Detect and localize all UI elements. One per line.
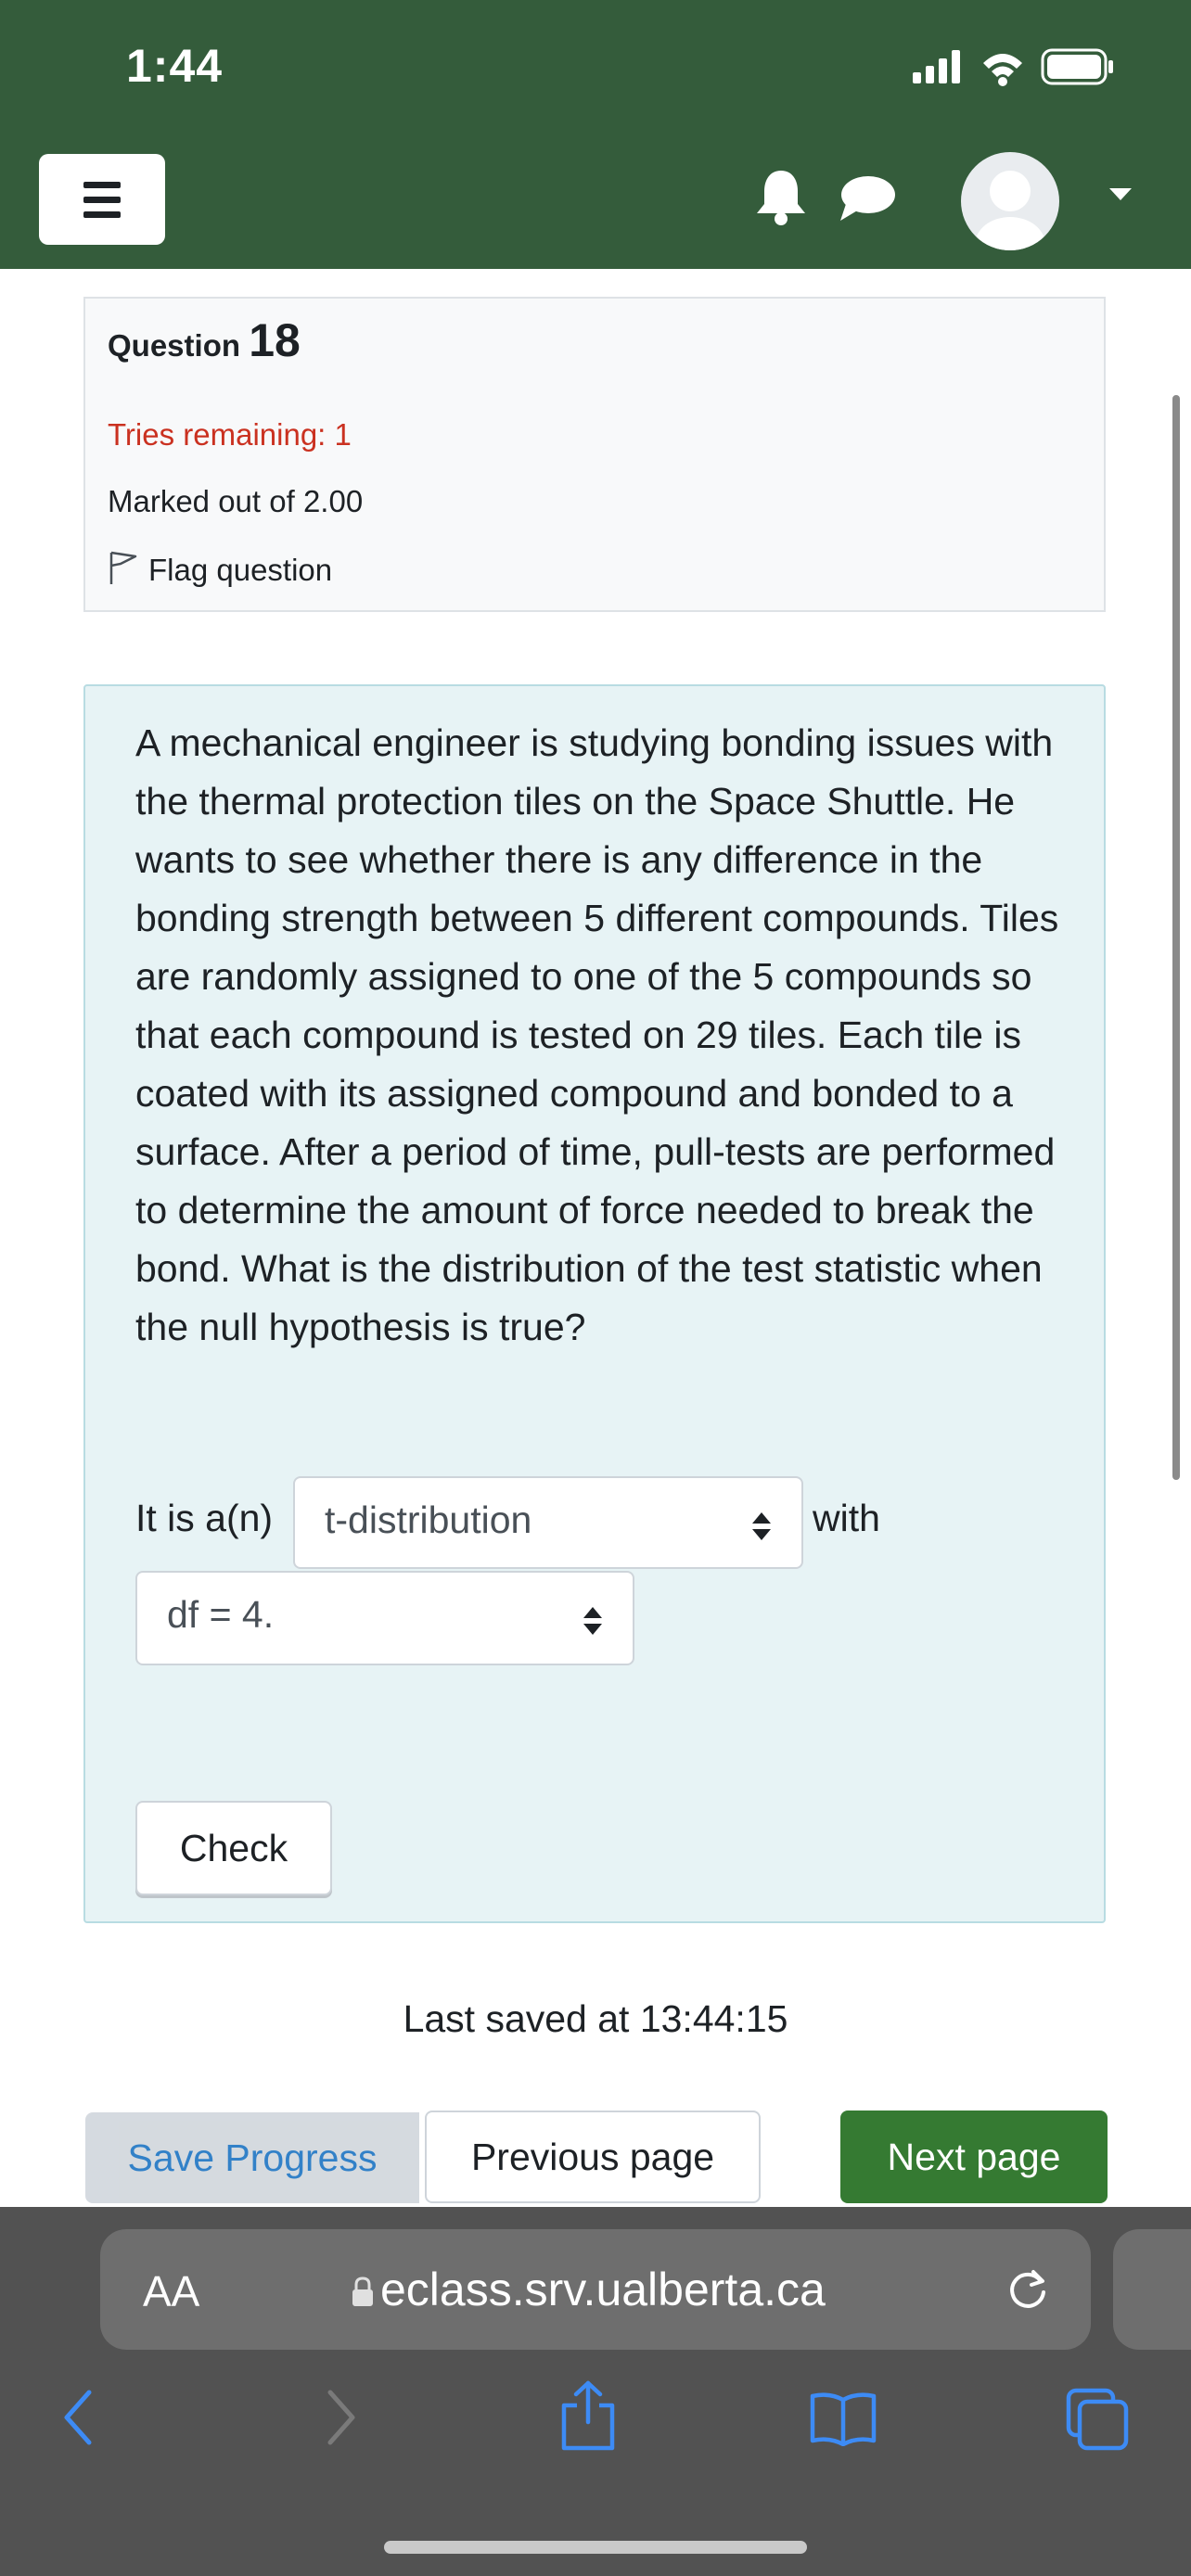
wifi-icon — [983, 54, 1022, 86]
save-progress-button[interactable]: Save Progress — [85, 2112, 419, 2203]
question-text: A mechanical engineer is studying bonding issues with the thermal protection tiles on the Space Shuttle. He wants to see whether there is any difference in the bonding strength between 5 different compounds. Tiles are randomly assigned to one of the 5 compounds so that each compound is tested on 29 tiles. Each tile is coated with its assigned compound and bonded to a surface. After a period of time, pull-tests are performed to determine the amount of force needed to break the bond. What is the distribution of the test statistic when the null hypothesis is true? — [135, 721, 1059, 1348]
caret-down-icon[interactable] — [1109, 188, 1132, 200]
forward-icon[interactable] — [323, 2385, 360, 2455]
hamburger-icon — [83, 182, 121, 188]
question-info — [83, 297, 1106, 612]
flag-question-link[interactable] — [108, 549, 332, 588]
address-bar[interactable] — [100, 2229, 1091, 2350]
user-avatar[interactable] — [961, 152, 1059, 250]
share-icon[interactable] — [558, 2379, 618, 2456]
question-number: Question 18 — [108, 314, 301, 366]
distribution-select[interactable] — [293, 1476, 803, 1569]
status-time: 1:44 — [126, 40, 224, 92]
home-indicator — [384, 2541, 807, 2554]
bell-icon[interactable] — [753, 167, 809, 231]
lock-icon — [351, 2276, 375, 2308]
tabs-icon[interactable] — [1065, 2387, 1130, 2456]
bookmarks-icon[interactable] — [809, 2391, 877, 2451]
df-select-value: df = 4. — [167, 1593, 275, 1636]
status-icons — [913, 45, 1117, 96]
distribution-select-value: t-distribution — [325, 1498, 532, 1541]
check-button[interactable]: Check — [135, 1801, 332, 1895]
chat-bubble-icon[interactable] — [837, 172, 896, 229]
answer-mid: with — [813, 1497, 880, 1539]
signal-icon — [913, 50, 960, 83]
reload-icon[interactable] — [1004, 2264, 1052, 2317]
back-icon[interactable] — [59, 2385, 96, 2455]
question-formulation — [83, 684, 1106, 1923]
menu-button[interactable] — [39, 154, 165, 245]
tries-remaining: Tries remaining: 1 — [108, 417, 352, 452]
battery-icon — [1043, 50, 1113, 83]
answer-prefix: It is a(n) — [135, 1497, 274, 1539]
browser-toolbar — [0, 2207, 1191, 2576]
flag-icon — [108, 549, 139, 586]
url-display[interactable]: eclass.srv.ualberta.ca — [351, 2263, 826, 2316]
page-scrollbar[interactable] — [1172, 395, 1180, 1480]
next-page-button[interactable]: Next page — [840, 2111, 1108, 2203]
marked-out-of: Marked out of 2.00 — [108, 484, 364, 518]
df-select[interactable] — [135, 1571, 634, 1665]
adjacent-tab-preview[interactable] — [1113, 2229, 1191, 2350]
previous-page-button[interactable]: Previous page — [425, 2111, 761, 2203]
flag-question-label: Flag question — [148, 553, 333, 587]
last-saved-status: Last saved at 13:44:15 — [403, 1997, 788, 2040]
top-header — [0, 0, 1191, 269]
reader-settings-button[interactable]: AA — [143, 2267, 200, 2315]
select-arrows-icon — [583, 1602, 603, 1646]
select-arrows-icon — [751, 1508, 772, 1551]
